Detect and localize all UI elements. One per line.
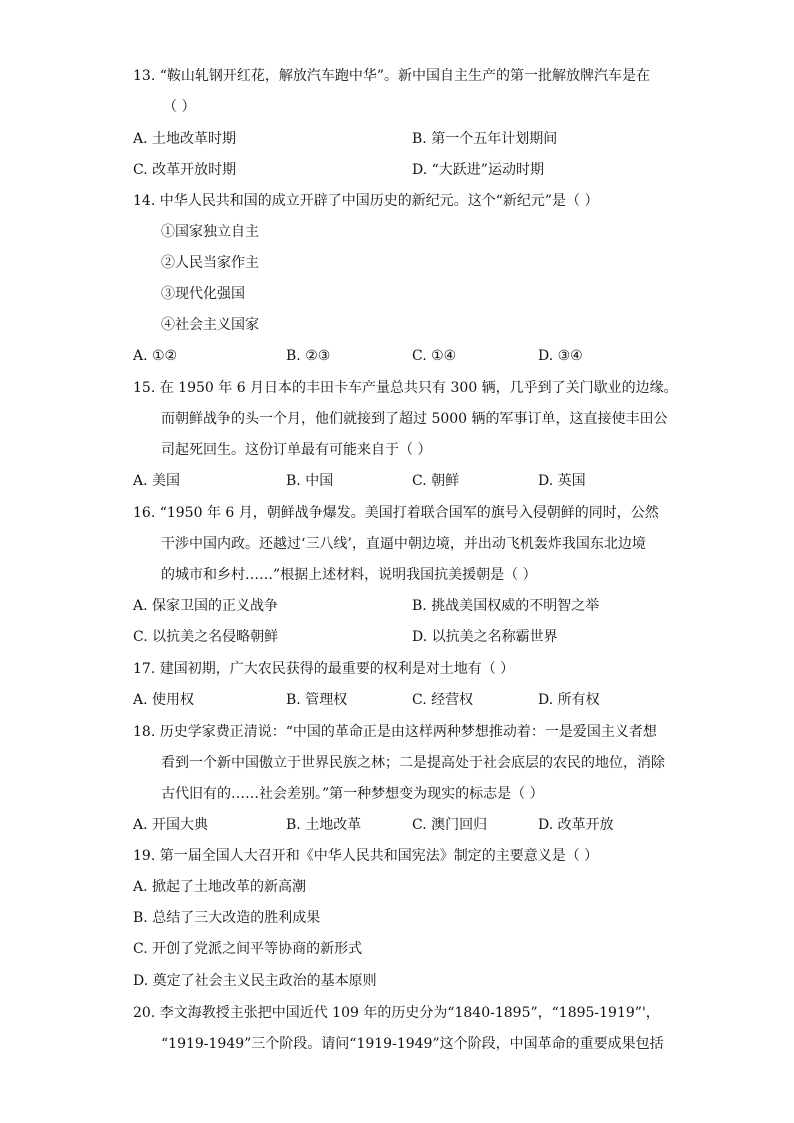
q16-option-d[interactable]: D. 以抗美之名称霸世界 bbox=[412, 629, 558, 645]
q19-option-a[interactable]: A. 掀起了土地改革的新高潮 bbox=[133, 879, 307, 895]
q19-option-d[interactable]: D. 奠定了社会主义民主政治的基本原则 bbox=[133, 973, 377, 989]
q16-option-c[interactable]: C. 以抗美之名侵略朝鲜 bbox=[133, 629, 279, 645]
q13-stem-line-1: 13. “鞍山轧钢开红花，解放汽车跑中华”。新中国自主生产的第一批解放牌汽车是在 bbox=[133, 68, 651, 84]
q19-stem-line-1: 19. 第一届全国人大召开和《中华人民共和国宪法》制定的主要意义是（ ） bbox=[133, 848, 599, 864]
q15-stem-line-2: 而朝鲜战争的头一个月，他们就接到了超过 5000 辆的军事订单，这直接使丰田公 bbox=[161, 411, 668, 427]
q14-option-d[interactable]: D. ③④ bbox=[538, 348, 583, 364]
q13-stem-line-2: （ ） bbox=[163, 99, 196, 115]
q13-option-a[interactable]: A. 土地改革时期 bbox=[133, 131, 237, 147]
q15-option-b[interactable]: B. 中国 bbox=[286, 473, 334, 489]
q19-option-c[interactable]: C. 开创了党派之间平等协商的新形式 bbox=[133, 941, 363, 957]
q15-stem-line-1: 15. 在 1950 年 6 月日本的丰田卡车产量总共只有 300 辆，几乎到了关门歇业的边缘。 bbox=[133, 380, 678, 396]
q16-option-b[interactable]: B. 挑战美国权威的不明智之举 bbox=[412, 598, 600, 614]
q18-stem-line-1: 18. 历史学家费正清说：“中国的革命正是由这样两种梦想推动着：一是爱国主义者想 bbox=[133, 724, 657, 740]
q18-stem-line-3: 古代旧有的……社会差别。”第一种梦想变为现实的标志是（ ） bbox=[161, 786, 544, 802]
q18-option-c[interactable]: C. 澳门回归 bbox=[412, 817, 488, 833]
q18-stem-line-2: 看到一个新中国傲立于世界民族之林；二是提高处于社会底层的农民的地位，消除 bbox=[161, 755, 665, 771]
q13-option-c[interactable]: C. 改革开放时期 bbox=[133, 162, 237, 178]
q18-option-b[interactable]: B. 土地改革 bbox=[286, 817, 362, 833]
q14-item-2: ②人民当家作主 bbox=[161, 255, 259, 271]
q17-stem-line-1: 17. 建国初期，广大农民获得的最重要的权利是对土地有（ ） bbox=[133, 661, 515, 677]
q19-option-b[interactable]: B. 总结了三大改造的胜利成果 bbox=[133, 910, 321, 926]
q14-option-b[interactable]: B. ②③ bbox=[286, 348, 331, 364]
q14-option-c[interactable]: C. ①④ bbox=[412, 348, 457, 364]
q14-stem-line-1: 14. 中华人民共和国的成立开辟了中国历史的新纪元。这个“新纪元”是（ ） bbox=[133, 193, 599, 209]
q14-option-a[interactable]: A. ①② bbox=[133, 348, 178, 364]
q17-option-d[interactable]: D. 所有权 bbox=[538, 692, 600, 708]
q14-item-1: ①国家独立自主 bbox=[161, 224, 259, 240]
q17-option-b[interactable]: B. 管理权 bbox=[286, 692, 348, 708]
q17-option-a[interactable]: A. 使用权 bbox=[133, 692, 195, 708]
q14-item-3: ③现代化强国 bbox=[161, 286, 245, 302]
q14-item-4: ④社会主义国家 bbox=[161, 317, 259, 333]
q16-stem-line-2: 干涉中国内政。还越过‘三八线’，直逼中朝边境，并出动飞机轰炸我国东北边境 bbox=[161, 536, 646, 552]
q16-stem-line-3: 的城市和乡村……”根据上述材料，说明我国抗美援朝是（ ） bbox=[161, 567, 537, 583]
q13-option-d[interactable]: D. “大跃进”运动时期 bbox=[412, 162, 544, 178]
q20-stem-line-1: 20. 李文海教授主张把中国近代 109 年的历史分为“1840-1895”，“1895-1919”'， bbox=[133, 1005, 660, 1021]
q16-stem-line-1: 16. “1950 年 6 月，朝鲜战争爆发。美国打着联合国军的旗号入侵朝鲜的同时，公然 bbox=[133, 505, 659, 521]
q15-option-c[interactable]: C. 朝鲜 bbox=[412, 473, 460, 489]
q15-option-d[interactable]: D. 英国 bbox=[538, 473, 586, 489]
q18-option-d[interactable]: D. 改革开放 bbox=[538, 817, 614, 833]
q15-stem-line-3: 司起死回生。这份订单最有可能来自于（ ） bbox=[161, 442, 432, 458]
q18-option-a[interactable]: A. 开国大典 bbox=[133, 817, 209, 833]
q17-option-c[interactable]: C. 经营权 bbox=[412, 692, 474, 708]
q13-option-b[interactable]: B. 第一个五年计划期间 bbox=[412, 131, 558, 147]
q16-option-a[interactable]: A. 保家卫国的正义战争 bbox=[133, 598, 279, 614]
q20-stem-line-2: “1919-1949”三个阶段。请问“1919-1949”这个阶段，中国革命的重要成果包括 bbox=[161, 1036, 664, 1052]
q15-option-a[interactable]: A. 美国 bbox=[133, 473, 181, 489]
